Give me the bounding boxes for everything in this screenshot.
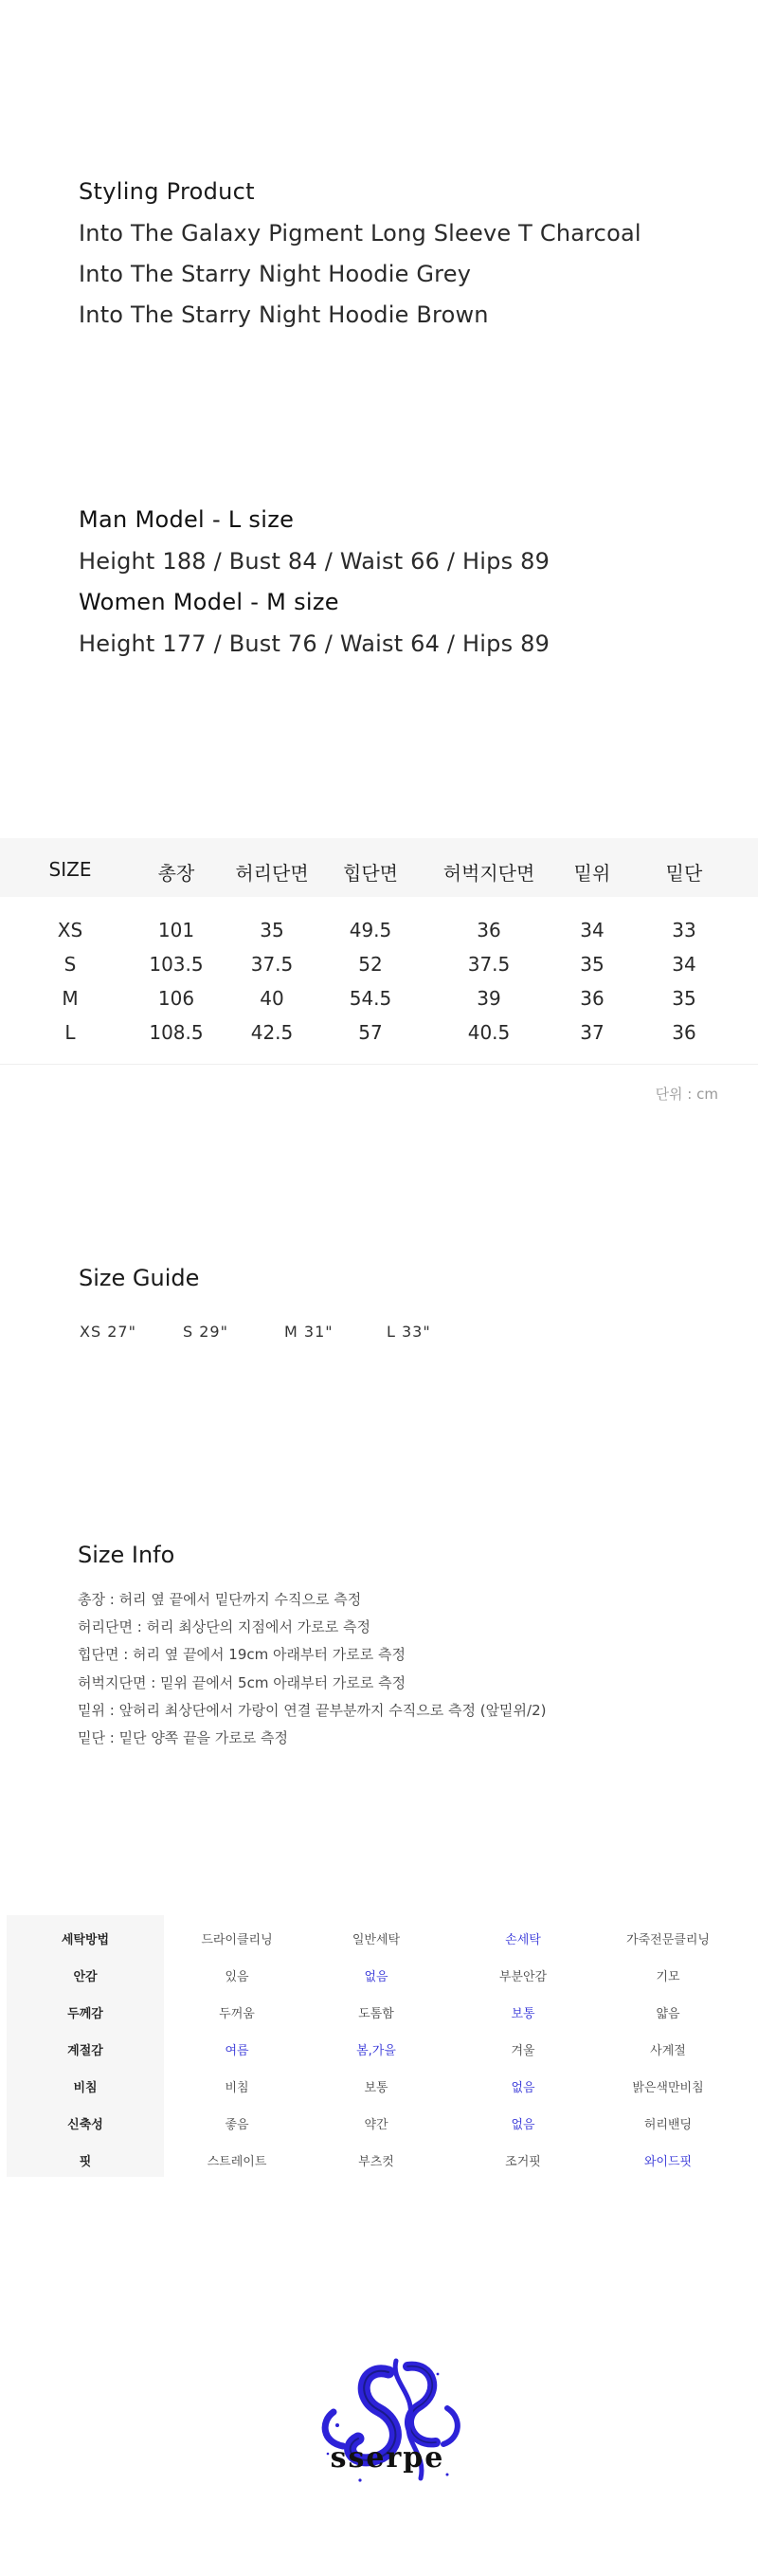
size-value-cell: 40.5 [467, 1021, 511, 1044]
man-model-title: Man Model - L size [79, 506, 295, 533]
size-label-cell: M [62, 987, 79, 1010]
care-option-selected: 여름 [225, 2044, 249, 2058]
size-guide-title: Size Guide [79, 1265, 200, 1291]
care-option: 부츠컷 [358, 2155, 394, 2169]
size-table-header: 힙단면 [343, 862, 398, 885]
size-value-cell: 57 [358, 1021, 383, 1044]
care-option: 드라이클리닝 [201, 1933, 273, 1947]
care-option-selected: 없음 [364, 1970, 388, 1984]
care-option-selected: 와이드핏 [643, 2155, 693, 2169]
care-option-selected: 없음 [511, 2081, 535, 2095]
size-value-cell: 35 [580, 953, 605, 976]
care-row-label: 비침 [73, 2081, 98, 2095]
styling-item: Into The Starry Night Hoodie Grey [79, 261, 472, 287]
size-info-line: 총장 : 허리 옆 끝에서 밑단까지 수직으로 측정 [78, 1591, 362, 1608]
size-table-header: SIZE [48, 858, 92, 881]
women-model-title: Women Model - M size [79, 589, 339, 615]
care-option-selected: 없음 [511, 2118, 535, 2132]
size-table-header: 허리단면 [235, 862, 309, 885]
size-guide-item: S 29" [183, 1323, 228, 1341]
size-table-header: 총장 [157, 862, 195, 885]
size-value-cell: 40 [260, 987, 284, 1010]
care-option: 보통 [364, 2081, 388, 2095]
sserpe-logo-wordmark: sserpe [330, 2441, 445, 2475]
size-value-cell: 103.5 [149, 953, 204, 976]
size-value-cell: 33 [672, 919, 696, 941]
care-row-label: 계절감 [67, 2044, 103, 2058]
care-row-label: 안감 [73, 1970, 98, 1984]
size-label-cell: S [63, 953, 77, 976]
care-option-selected: 봄,가을 [356, 2044, 396, 2058]
sserpe-logo [305, 2355, 471, 2497]
size-value-cell: 37.5 [467, 953, 511, 976]
size-value-cell: 49.5 [349, 919, 392, 941]
size-info-line: 밑단 : 밑단 양쪽 끝을 가로로 측정 [78, 1729, 289, 1746]
care-option: 일반세탁 [352, 1933, 401, 1947]
size-value-cell: 36 [672, 1021, 696, 1044]
size-info-line: 허리단면 : 허리 최상단의 지점에서 가로로 측정 [78, 1618, 370, 1635]
care-option: 두꺼움 [219, 2007, 255, 2021]
size-table-header: 허벅지단면 [442, 862, 535, 885]
size-table-header: 밑단 [665, 862, 703, 885]
styling-product-title: Styling Product [79, 178, 255, 205]
size-value-cell: 36 [477, 919, 501, 941]
size-value-cell: 39 [477, 987, 501, 1010]
size-value-cell: 34 [580, 919, 605, 941]
size-value-cell: 101 [157, 919, 195, 941]
size-info-line: 밑위 : 앞허리 최상단에서 가랑이 연결 끝부분까지 수직으로 측정 (앞밑위/2) [78, 1702, 547, 1719]
styling-item: Into The Galaxy Pigment Long Sleeve T Charcoal [79, 220, 641, 247]
care-option: 스트레이트 [207, 2155, 267, 2169]
care-option-selected: 손세탁 [505, 1933, 541, 1947]
size-info-line: 힙단면 : 허리 옆 끝에서 19cm 아래부터 가로로 측정 [78, 1646, 406, 1663]
size-value-cell: 106 [157, 987, 195, 1010]
care-option: 조거핏 [505, 2155, 541, 2169]
size-guide-item: L 33" [387, 1323, 431, 1341]
styling-item: Into The Starry Night Hoodie Brown [79, 301, 489, 328]
size-info-line: 허벅지단면 : 밑위 끝에서 5cm 아래부터 가로로 측정 [78, 1674, 406, 1691]
size-value-cell: 35 [260, 919, 284, 941]
care-row-label: 핏 [79, 2155, 92, 2169]
size-guide-item: M 31" [284, 1323, 334, 1341]
care-option: 비침 [225, 2081, 249, 2095]
care-option: 약간 [364, 2118, 388, 2132]
man-model-specs: Height 188 / Bust 84 / Waist 66 / Hips 89 [79, 548, 550, 575]
size-value-cell: 35 [672, 987, 696, 1010]
women-model-specs: Height 177 / Bust 76 / Waist 64 / Hips 89 [79, 630, 550, 657]
care-option: 밝은색만비침 [632, 2081, 704, 2095]
care-option: 좋음 [225, 2118, 249, 2132]
size-value-cell: 108.5 [149, 1021, 204, 1044]
care-option: 있음 [225, 1970, 249, 1984]
care-option: 도톰함 [358, 2007, 394, 2021]
size-label-cell: L [64, 1021, 76, 1044]
care-option: 부분안감 [498, 1970, 548, 1984]
care-option: 기모 [656, 1970, 680, 1984]
care-option: 허리밴딩 [643, 2118, 693, 2132]
size-value-cell: 37.5 [250, 953, 294, 976]
care-option: 겨울 [511, 2044, 535, 2058]
size-value-cell: 37 [580, 1021, 605, 1044]
size-value-cell: 34 [672, 953, 696, 976]
size-table-header: 밑위 [573, 862, 611, 885]
care-row-label: 두께감 [67, 2007, 103, 2021]
size-value-cell: 42.5 [250, 1021, 294, 1044]
care-option-selected: 보통 [511, 2007, 535, 2021]
care-option: 사계절 [650, 2044, 686, 2058]
care-option: 얇음 [656, 2007, 680, 2021]
size-value-cell: 36 [580, 987, 605, 1010]
size-value-cell: 52 [358, 953, 383, 976]
size-info-title: Size Info [78, 1542, 175, 1568]
size-value-cell: 54.5 [349, 987, 392, 1010]
care-row-label: 신축성 [67, 2118, 103, 2132]
size-unit-note: 단위 : cm [655, 1086, 718, 1103]
size-label-cell: XS [57, 919, 83, 941]
care-option: 가죽전문클리닝 [626, 1933, 710, 1947]
size-guide-item: XS 27" [80, 1323, 136, 1341]
size-table-divider [0, 1064, 758, 1065]
care-row-label: 세탁방법 [61, 1933, 110, 1947]
